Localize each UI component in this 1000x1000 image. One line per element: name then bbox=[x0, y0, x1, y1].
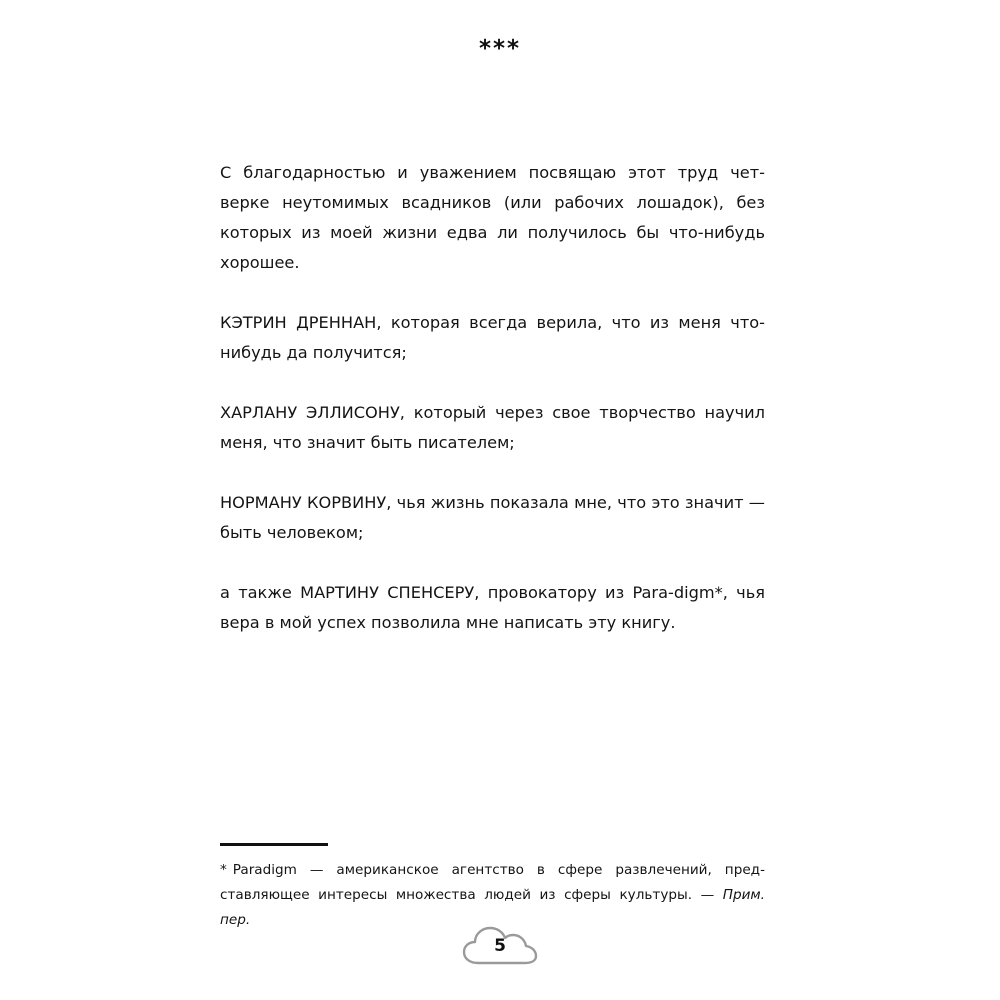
footnote-body bbox=[220, 858, 765, 933]
footnote-text: Paradigm — американское агентство в сфере развлечений, пред-ставляющее интересы множества людей из сферы культуры. — bbox=[220, 862, 765, 903]
page-body bbox=[220, 158, 765, 638]
paragraph-norman-corwin: НОРМАНУ КОРВИНУ, чья жизнь показала мне, что это значит — быть человеком; bbox=[220, 493, 765, 542]
section-divider: *** bbox=[478, 36, 522, 62]
page-number: 5 bbox=[494, 936, 506, 956]
footnote-separator-rule bbox=[220, 843, 328, 846]
page-number-area bbox=[0, 925, 1000, 969]
footnote bbox=[220, 843, 765, 933]
footnote-source: Прим. пер. bbox=[220, 887, 765, 928]
paragraph-harlan-ellison: ХАРЛАНУ ЭЛЛИСОНУ, который через свое творчество научил меня, что значит быть писателем; bbox=[220, 403, 765, 452]
paragraph-dedication-intro: С благодарностью и уважением посвящаю этот труд чет-верке неутомимых всадников (или рабочих лошадок), без которых из моей жизни едва ли получилось бы что-нибудь хорошее. bbox=[220, 163, 765, 272]
paragraph-martin-spencer: а также МАРТИНУ СПЕНСЕРУ, провокатору из Para-digm*, чья вера в мой успех позволила мне написать эту книгу. bbox=[220, 583, 765, 632]
cloud-icon bbox=[461, 925, 539, 969]
footnote-marker: * bbox=[220, 862, 227, 878]
paragraph-katherine-drennan: КЭТРИН ДРЕННАН, которая всегда верила, что из меня что-нибудь да получится; bbox=[220, 313, 765, 362]
